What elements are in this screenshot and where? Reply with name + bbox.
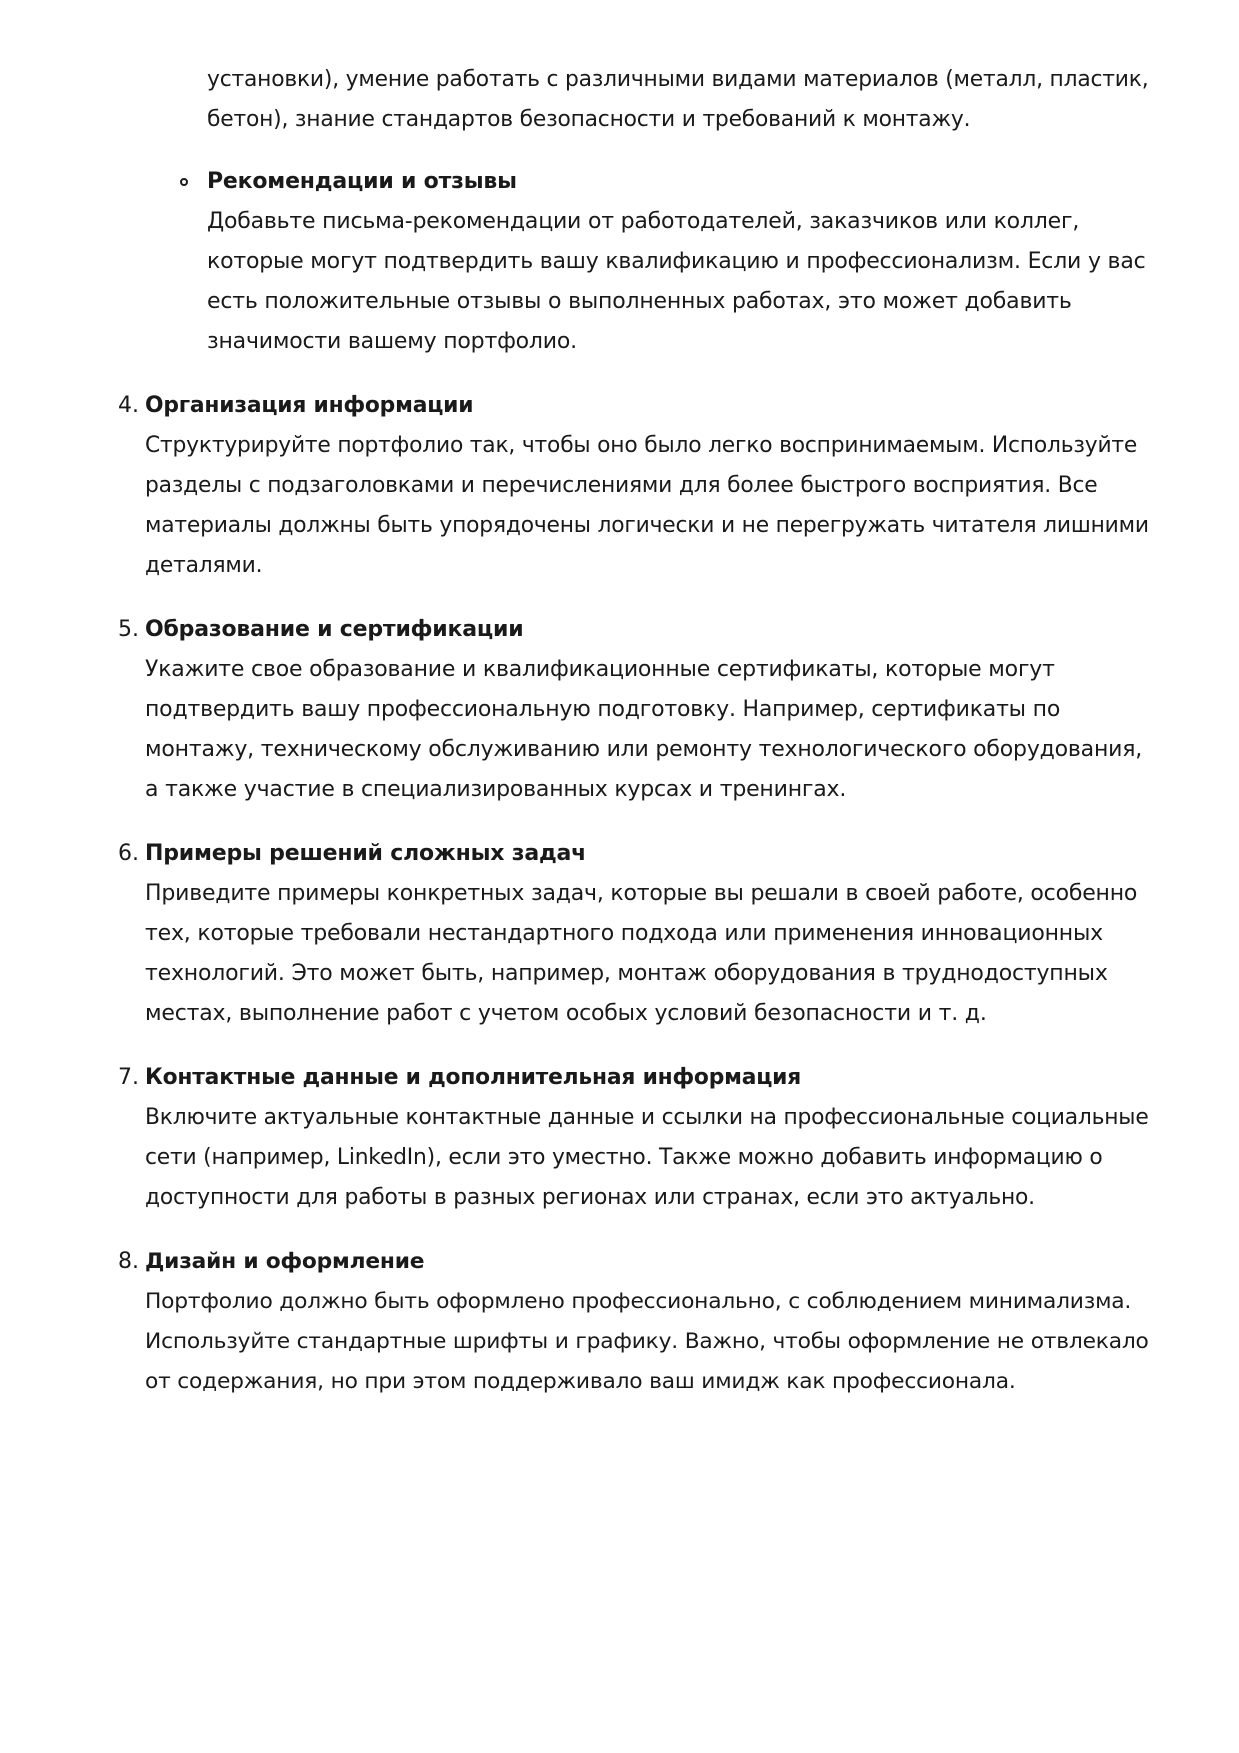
list-number: 4. xyxy=(118,393,139,418)
list-item xyxy=(145,610,1142,810)
paragraph-line: значимости вашему портфолио. xyxy=(207,329,577,354)
paragraph-line: Структурируйте портфолио так, чтобы оно было легко воспринимаемым. Используйте xyxy=(145,433,1138,458)
paragraph-line: бетон), знание стандартов безопасности и требований к монтажу. xyxy=(207,107,971,132)
paragraph-line: установки), умение работать с различными видами материалов (металл, пластик, xyxy=(207,67,1149,92)
continuation-paragraph xyxy=(207,60,1148,140)
paragraph-line: технологий. Это может быть, например, монтаж оборудования в труднодоступных xyxy=(145,961,1108,986)
paragraph-line: Портфолио должно быть оформлено профессионально, с соблюдением минимализма. xyxy=(145,1289,1132,1314)
list-item xyxy=(145,1058,1149,1218)
paragraph-line: Включите актуальные контактные данные и ссылки на профессиональные социальные xyxy=(145,1105,1149,1130)
list-item-heading: Образование и сертификации xyxy=(145,617,524,642)
list-number: 7. xyxy=(118,1065,139,1090)
list-item xyxy=(145,386,1149,586)
paragraph-line: подтвердить вашу профессиональную подготовку. Например, сертификаты по xyxy=(145,697,1061,722)
sub-item-heading: Рекомендации и отзывы xyxy=(207,169,517,194)
paragraph-line: которые могут подтвердить вашу квалификацию и профессионализм. Если у вас xyxy=(207,249,1146,274)
paragraph-line: а также участие в специализированных курсах и тренингах. xyxy=(145,777,847,802)
paragraph-line: тех, которые требовали нестандартного подхода или применения инновационных xyxy=(145,921,1103,946)
hollow-bullet-icon xyxy=(180,178,188,186)
paragraph-line: местах, выполнение работ с учетом особых условий безопасности и т. д. xyxy=(145,1001,987,1026)
list-number: 8. xyxy=(118,1249,139,1274)
list-item-heading: Дизайн и оформление xyxy=(145,1249,425,1274)
paragraph-line: сети (например, LinkedIn), если это уместно. Также можно добавить информацию о xyxy=(145,1145,1103,1170)
paragraph-line: материалы должны быть упорядочены логически и не перегружать читателя лишними xyxy=(145,513,1149,538)
paragraph-line: от содержания, но при этом поддерживало ваш имидж как профессионала. xyxy=(145,1369,1016,1394)
list-item-heading: Организация информации xyxy=(145,393,474,418)
paragraph-line: Укажите свое образование и квалификационные сертификаты, которые могут xyxy=(145,657,1055,682)
sub-item-recommendations xyxy=(207,162,1146,362)
list-number: 6. xyxy=(118,841,139,866)
list-item-heading: Контактные данные и дополнительная информация xyxy=(145,1065,802,1090)
paragraph-line: Используйте стандартные шрифты и графику. Важно, чтобы оформление не отвлекало xyxy=(145,1329,1149,1354)
paragraph-line: деталями. xyxy=(145,553,263,578)
paragraph-line: Добавьте письма-рекомендации от работодателей, заказчиков или коллег, xyxy=(207,209,1080,234)
paragraph-line: есть положительные отзывы о выполненных работах, это может добавить xyxy=(207,289,1072,314)
list-item-heading: Примеры решений сложных задач xyxy=(145,841,587,866)
paragraph-line: Приведите примеры конкретных задач, которые вы решали в своей работе, особенно xyxy=(145,881,1138,906)
list-number: 5. xyxy=(118,617,139,642)
paragraph-line: доступности для работы в разных регионах или странах, если это актуально. xyxy=(145,1185,1035,1210)
paragraph-line: монтажу, техническому обслуживанию или ремонту технологического оборудования, xyxy=(145,737,1143,762)
list-item xyxy=(145,1242,1149,1402)
paragraph-line: разделы с подзаголовками и перечислениями для более быстрого восприятия. Все xyxy=(145,473,1098,498)
list-item xyxy=(145,834,1137,1034)
